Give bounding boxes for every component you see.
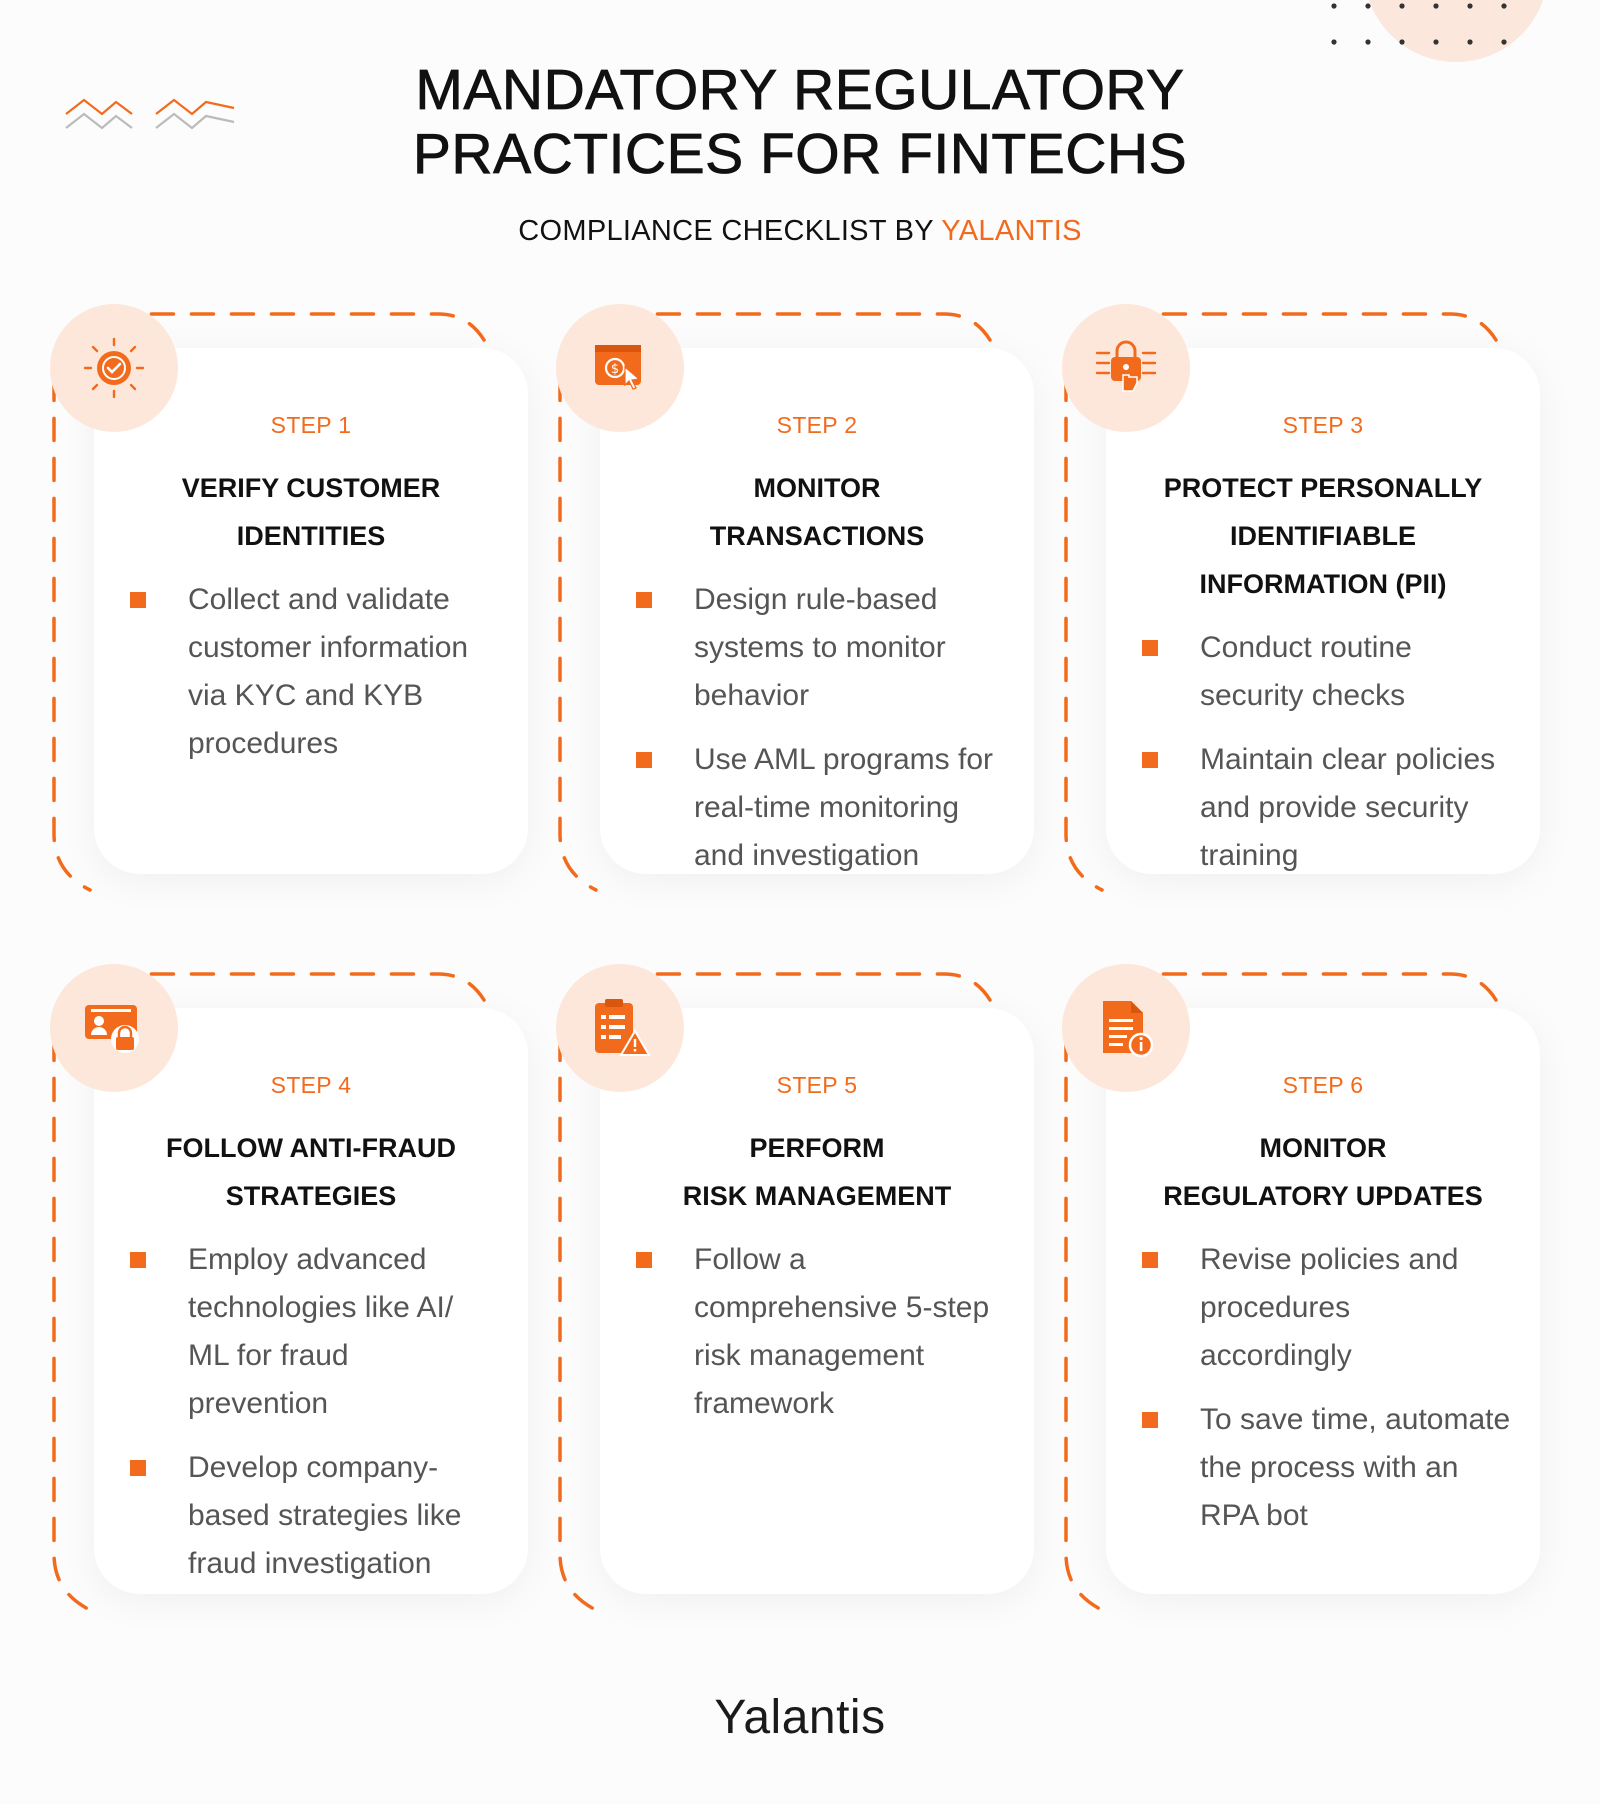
bullet-line: Revise policies and [1200, 1243, 1459, 1276]
bullet-line: risk management [694, 1339, 925, 1372]
subtitle-brand: YALANTIS [941, 215, 1082, 247]
step-title-line: MONITOR [1259, 1133, 1387, 1163]
step-card-1 [50, 304, 510, 904]
step-bullet-list [130, 576, 522, 784]
step-title [630, 464, 1004, 560]
dollar-window-cursor-icon [587, 335, 653, 401]
bullet-line: To save time, automate [1200, 1403, 1511, 1436]
title-line-1: MANDATORY REGULATORY [415, 58, 1185, 122]
bullet-line: technologies like AI/ [188, 1291, 454, 1324]
step-title [124, 464, 498, 560]
bullet-line: customer information [188, 631, 469, 664]
bullet-item [636, 576, 1028, 720]
bullet-line: Collect and validate [188, 583, 450, 616]
gear-check-icon [81, 335, 147, 401]
bullet-line: the process with an [1200, 1451, 1459, 1484]
step-card-2 [556, 304, 1016, 904]
step-label: STEP 4 [270, 1072, 352, 1098]
step-title-line: INFORMATION (PII) [1199, 569, 1447, 599]
id-card-lock-icon [81, 995, 147, 1061]
bullet-item [130, 1236, 522, 1428]
bullet-line: accordingly [1200, 1339, 1352, 1372]
bullet-line: prevention [188, 1387, 329, 1420]
page-subtitle [0, 215, 1600, 248]
bullet-line: real-time monitoring [694, 791, 960, 824]
footer-logo: Yalantis [714, 1691, 886, 1744]
step-title [630, 1124, 1004, 1220]
bullet-line: ML for fraud [188, 1339, 349, 1372]
bullet-item [1142, 736, 1534, 880]
step-title-line: FOLLOW ANTI-FRAUD [166, 1133, 456, 1163]
bullet-square-icon [1142, 1252, 1158, 1268]
bullet-item [1142, 1236, 1534, 1380]
step-label: STEP 3 [1282, 412, 1364, 438]
step-label: STEP 2 [776, 412, 858, 438]
step-title-line: PROTECT PERSONALLY [1163, 473, 1483, 503]
bullet-item [130, 576, 522, 768]
title-line-2: PRACTICES FOR FINTECHS [412, 122, 1188, 186]
subtitle-prefix: COMPLIANCE CHECKLIST BY [518, 215, 942, 247]
bullet-line: Follow a [694, 1243, 806, 1276]
bullet-line: and investigation [694, 839, 920, 872]
step-bullet-list [636, 1236, 1028, 1444]
bullet-line: behavior [694, 679, 810, 712]
step-bullet-list [636, 576, 1028, 896]
bullet-square-icon [636, 592, 652, 608]
bullet-line: Employ advanced [188, 1243, 427, 1276]
page-title [0, 58, 1600, 186]
step-title-line: STRATEGIES [225, 1181, 397, 1211]
step-label: STEP 1 [270, 412, 352, 438]
bullet-line: Use AML programs for [694, 743, 993, 776]
step-card-6 [1062, 964, 1522, 1624]
bullet-line: fraud investigation [188, 1547, 432, 1580]
step-title [124, 1124, 498, 1220]
bullet-line: Conduct routine [1200, 631, 1412, 664]
bullet-item [1142, 624, 1534, 720]
bullet-line: Design rule-based [694, 583, 938, 616]
step-card-5 [556, 964, 1016, 1624]
bullet-square-icon [130, 1460, 146, 1476]
bullet-square-icon [636, 1252, 652, 1268]
bullet-item [636, 1236, 1028, 1428]
bullet-line: procedures [188, 727, 339, 760]
bullet-line: systems to monitor [694, 631, 946, 664]
step-bullet-list [1142, 1236, 1534, 1556]
step-bullet-list [1142, 624, 1534, 896]
step-title-line: RISK MANAGEMENT [682, 1181, 952, 1211]
bullet-line: training [1200, 839, 1299, 872]
step-title-line: TRANSACTIONS [709, 521, 925, 551]
bullet-item [1142, 1396, 1534, 1540]
bullet-square-icon [130, 1252, 146, 1268]
bullet-line: via KYC and KYB [188, 679, 424, 712]
bullet-line: framework [694, 1387, 835, 1420]
bullet-line: RPA bot [1200, 1499, 1308, 1532]
dots-decoration [1320, 0, 1560, 62]
bullet-square-icon [1142, 752, 1158, 768]
step-title-line: MONITOR [753, 473, 881, 503]
step-title-line: VERIFY CUSTOMER [181, 473, 441, 503]
step-title [1136, 464, 1510, 608]
bullet-square-icon [636, 752, 652, 768]
bullet-square-icon [1142, 1412, 1158, 1428]
bullet-line: comprehensive 5-step [694, 1291, 990, 1324]
step-title-line: IDENTIFIABLE [1230, 521, 1416, 551]
step-title-line: IDENTITIES [236, 521, 386, 551]
bullet-square-icon [1142, 640, 1158, 656]
bullet-item [636, 736, 1028, 880]
step-title-line: REGULATORY UPDATES [1163, 1181, 1483, 1211]
bullet-line: Develop company- [188, 1451, 439, 1484]
step-bullet-list [130, 1236, 522, 1604]
bullet-line: security checks [1200, 679, 1406, 712]
bullet-line: and provide security [1200, 791, 1469, 824]
bullet-line: Maintain clear policies [1200, 743, 1496, 776]
step-card-4 [50, 964, 510, 1624]
step-title [1136, 1124, 1510, 1220]
bullet-line: procedures [1200, 1291, 1351, 1324]
step-card-3 [1062, 304, 1522, 904]
clipboard-warning-icon [587, 995, 653, 1061]
document-info-icon [1093, 995, 1159, 1061]
lock-hand-icon [1093, 335, 1159, 401]
bullet-square-icon [130, 592, 146, 608]
bullet-line: based strategies like [188, 1499, 462, 1532]
step-label: STEP 6 [1282, 1072, 1364, 1098]
bullet-item [130, 1444, 522, 1588]
step-label: STEP 5 [776, 1072, 858, 1098]
step-title-line: PERFORM [749, 1133, 885, 1163]
svg-text:$: $ [610, 362, 620, 377]
